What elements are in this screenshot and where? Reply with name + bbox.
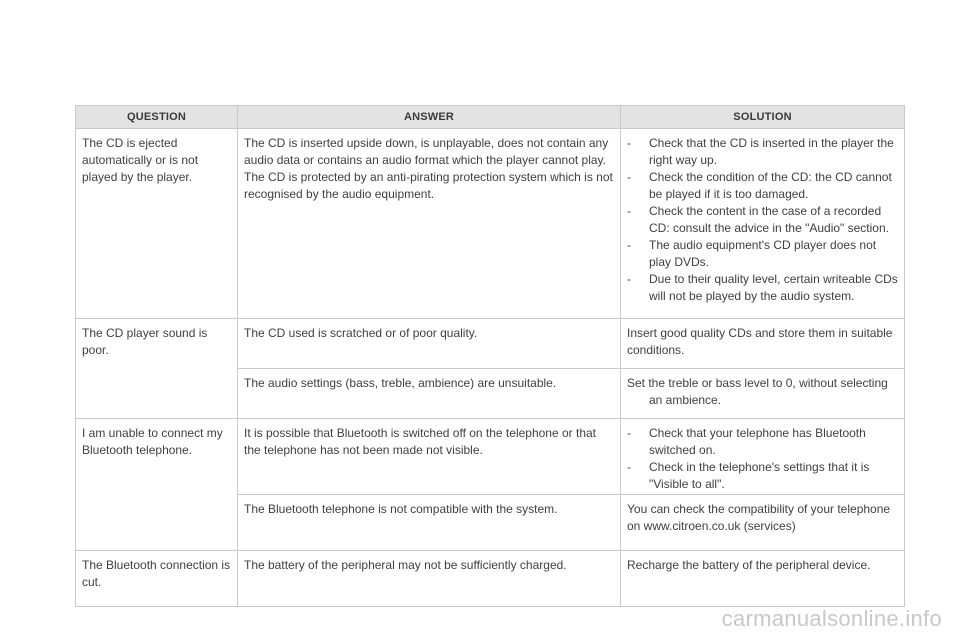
question-cell [76,129,238,319]
header-answer: ANSWER [238,106,621,129]
question-cell [76,419,238,551]
answer-cell [238,369,621,419]
list-item: - Check the content in the case of a recorded CD: consult the advice in the "Audio" section. [627,204,889,235]
solution-cell [621,319,905,369]
solution-text: You can check the compatibility of your telephone on www.citroen.co.uk (services) [627,502,891,533]
answer-text: The CD used is scratched or of poor quality. [244,326,478,340]
solution-cell [621,369,905,419]
answer-cell [238,551,621,607]
answer-cell [238,495,621,551]
question-cell [76,551,238,607]
answer-text: The CD is protected by an anti-pirating protection system which is not recognised by the audio equipment. [244,170,613,201]
solution-list [627,135,898,305]
solution-text: Insert good quality CDs and store them in suitable conditions. [627,326,893,357]
answer-cell [238,319,621,369]
solution-cell [621,129,905,319]
answer-cell [238,419,621,495]
header-question: QUESTION [76,106,238,129]
list-item: - Check that your telephone has Bluetooth switched on. [627,426,866,457]
list-item: - Check that the CD is inserted in the player the right way up. [627,136,894,167]
table-row [76,129,905,319]
header-solution: SOLUTION [621,106,905,129]
solution-cell [621,551,905,607]
question-text: I am unable to connect my Bluetooth telephone. [82,426,223,457]
question-text: The Bluetooth connection is cut. [82,558,231,589]
table-row [76,551,905,607]
answer-text: The Bluetooth telephone is not compatible with the system. [244,502,558,516]
answer-text: The CD is inserted upside down, is unplayable, does not contain any audio data or contains an audio format which the player cannot play. [244,136,609,167]
solution-text: Set the treble or bass level to 0, without selecting an ambience. [627,376,888,407]
table-header-row [76,106,905,129]
answer-text: It is possible that Bluetooth is switched off on the telephone or that the telephone has not been made not visible. [244,426,597,457]
answer-text: The audio settings (bass, treble, ambience) are unsuitable. [244,376,557,390]
table-row [76,319,905,369]
solution-list [627,425,898,493]
troubleshooting-table [75,105,905,607]
answer-text: The battery of the peripheral may not be sufficiently charged. [244,558,567,572]
list-item: - The audio equipment's CD player does not play DVDs. [627,238,877,269]
solution-text: Recharge the battery of the peripheral device. [627,558,871,572]
list-item: - Check the condition of the CD: the CD cannot be played if it is too damaged. [627,170,892,201]
list-item: - Check in the telephone's settings that it is "Visible to all". [627,460,870,491]
question-text: The CD player sound is poor. [82,326,208,357]
solution-cell [621,419,905,495]
list-item: - Due to their quality level, certain writeable CDs will not be played by the audio system. [627,272,898,303]
question-cell [76,319,238,419]
solution-cell [621,495,905,551]
answer-cell [238,129,621,319]
question-text: The CD is ejected automatically or is not played by the player. [82,136,199,184]
watermark: carmanualsonline.info [721,606,942,631]
table-row [76,419,905,495]
